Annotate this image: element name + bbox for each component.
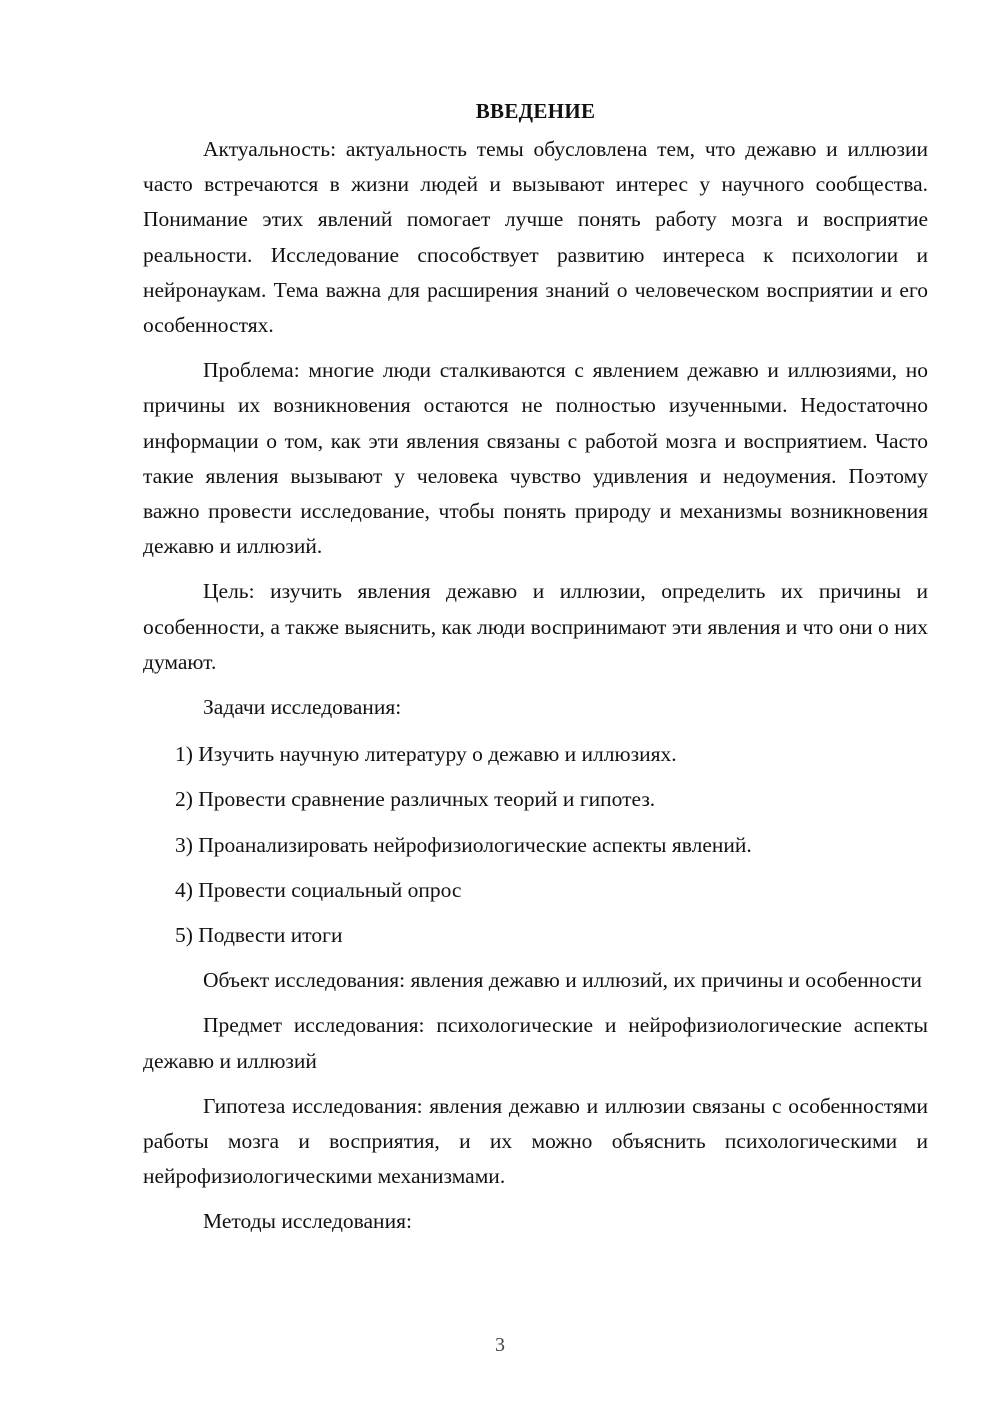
problem-paragraph: Проблема: многие люди сталкиваются с явлением дежавю и иллюзиями, но причины их возникновения остаются не полностью изученными. Недостаточно информации о том, как эти явления связаны с работой мозга и восприятием. Часто такие явления вызывают у человека чувство удивления и недоумения. Поэтому важно провести исследование, чтобы понять природу и механизмы возникновения дежавю и иллюзий. (143, 358, 928, 559)
list-item: 3) Проанализировать нейрофизиологические аспекты явлений. (175, 832, 752, 857)
object-paragraph: Объект исследования: явления дежавю и иллюзий, их причины и особенности (203, 968, 922, 993)
list-item: 5) Подвести итоги (175, 923, 343, 948)
subject-paragraph: Предмет исследования: психологические и нейрофизиологические аспекты дежавю и иллюзий (143, 1013, 928, 1073)
relevance-paragraph: Актуальность: актуальность темы обусловлена тем, что дежавю и иллюзии часто встречаются в жизни людей и вызывают интерес у научного сообщества. Понимание этих явлений помогает лучше понять работу мозга и восприятие реальности. Исследование способствует развитию интереса к психологии и нейронаукам. Тема важна для расширения знаний о человеческом восприятии и его особенностях. (143, 137, 928, 338)
list-item: 2) Провести сравнение различных теорий и гипотез. (175, 787, 656, 812)
methods-title: Методы исследования: (203, 1209, 412, 1234)
hypothesis-paragraph: Гипотеза исследования: явления дежавю и иллюзии связаны с особенностями работы мозга и восприятия, и их можно объяснить психологическими и нейрофизиологическими механизмами. (143, 1093, 928, 1189)
section-heading: ВВЕДЕНИЕ (475, 99, 596, 123)
page-content (143, 96, 928, 1252)
page-number: 3 (495, 1334, 505, 1356)
goal-paragraph: Цель: изучить явления дежавю и иллюзии, определить их причины и особенности, а также выяснить, как люди воспринимают эти явления и что они о них думают. (143, 579, 928, 674)
tasks-list (143, 737, 928, 953)
list-item: 1) Изучить научную литературу о дежавю и иллюзиях. (175, 742, 677, 767)
tasks-title: Задачи исследования: (203, 695, 402, 720)
list-item: 4) Провести социальный опрос (175, 877, 462, 902)
